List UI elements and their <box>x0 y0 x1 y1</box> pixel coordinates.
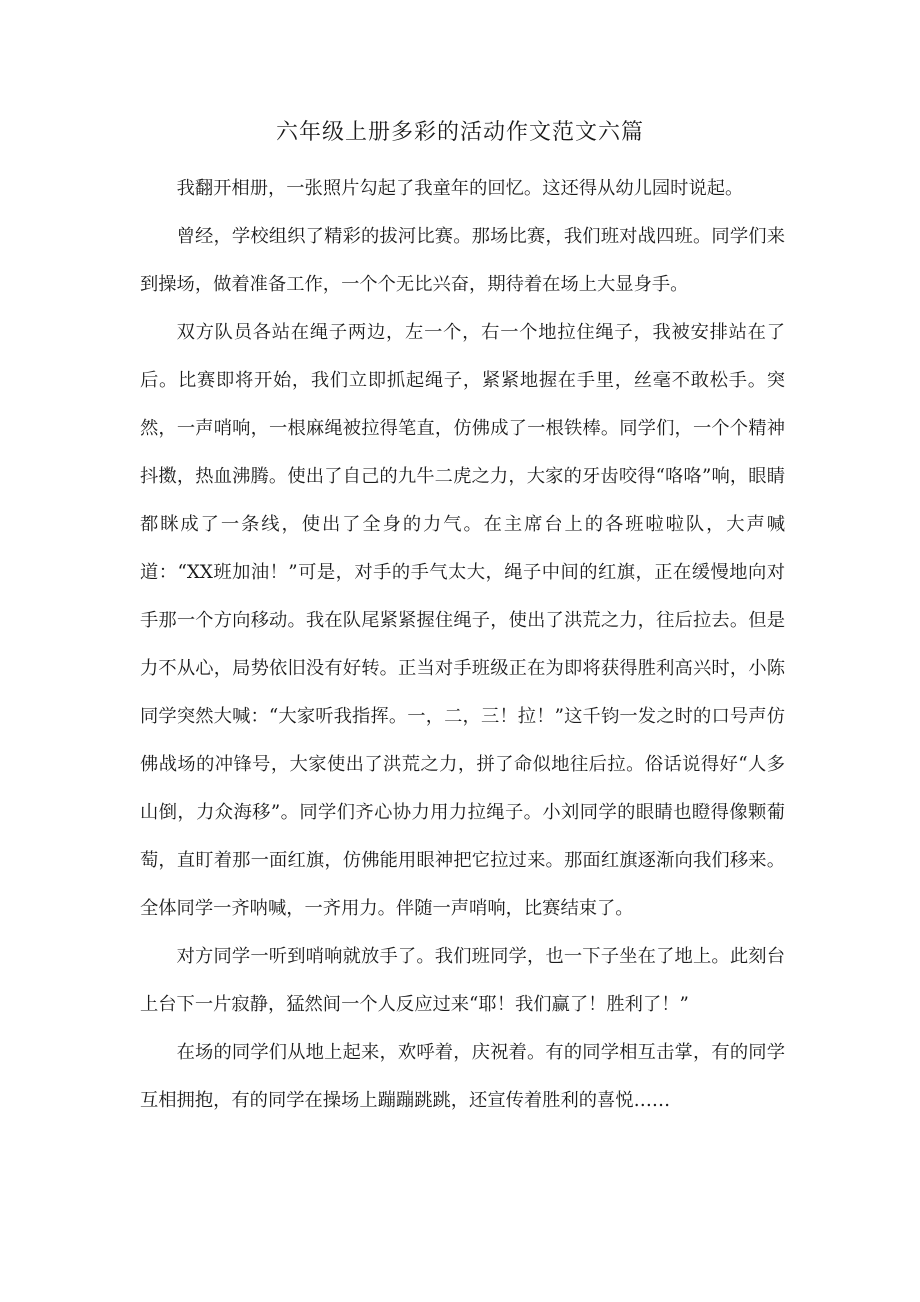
document-title: 六年级上册多彩的活动作文范文六篇 <box>275 120 644 145</box>
paragraph-3: 双方队员各站在绳子两边，左一个，右一个地拉住绳子，我被安排站在了后。比赛即将开始，我们立即抓起绳子，紧紧地握在手里，丝毫不敢松手。突然，一声哨响，一根麻绳被拉得笔直，仿佛成了一根铁棒。同学们，一个个精神抖擞，热血沸腾。使出了自己的九牛二虎之力，大家的牙齿咬得“咯咯”响，眼睛都眯成了一条线，使出了全身的力气。在主席台上的各班啦啦队，大声喊道：“XX班加油！”可是，对手的手气太大，绳子中间的红旗，正在缓慢地向对手那一个方向移动。我在队尾紧紧握住绳子，使出了洪荒之力，往后拉去。但是力不从心，局势依旧没有好转。正当对手班级正在为即将获得胜利高兴时，小陈同学突然大喊：“大家听我指挥。一，二，三！拉！”这千钧一发之时的口号声仿佛战场的冲锋号，大家使出了洪荒之力，拼了命似地往后拉。俗话说得好“人多山倒，力众海移”。同学们齐心协力用力拉绳子。小刘同学的眼睛也瞪得像颗葡萄，直盯着那一面红旗，仿佛能用眼神把它拉过来。那面红旗逐渐向我们移来。全体同学一齐呐喊，一齐用力。伴随一声哨响，比赛结束了。 <box>140 322 785 919</box>
paragraph-4: 对方同学一听到哨响就放手了。我们班同学，也一下子坐在了地上。此刻台上台下一片寂静，猛然间一个人反应过来“耶！我们赢了！胜利了！” <box>140 946 785 1015</box>
paragraph-5: 在场的同学们从地上起来，欢呼着，庆祝着。有的同学相互击掌，有的同学互相拥抱，有的同学在操场上蹦蹦跳跳，还宣传着胜利的喜悦…… <box>140 1042 785 1111</box>
paragraph-1: 我翻开相册，一张照片勾起了我童年的回忆。这还得从幼儿园时说起。 <box>176 178 744 199</box>
paragraph-2: 曾经，学校组织了精彩的拔河比赛。那场比赛，我们班对战四班。同学们来到操场，做着准备工作，一个个无比兴奋，期待着在场上大显身手。 <box>140 226 785 295</box>
document-body <box>140 165 785 1125</box>
